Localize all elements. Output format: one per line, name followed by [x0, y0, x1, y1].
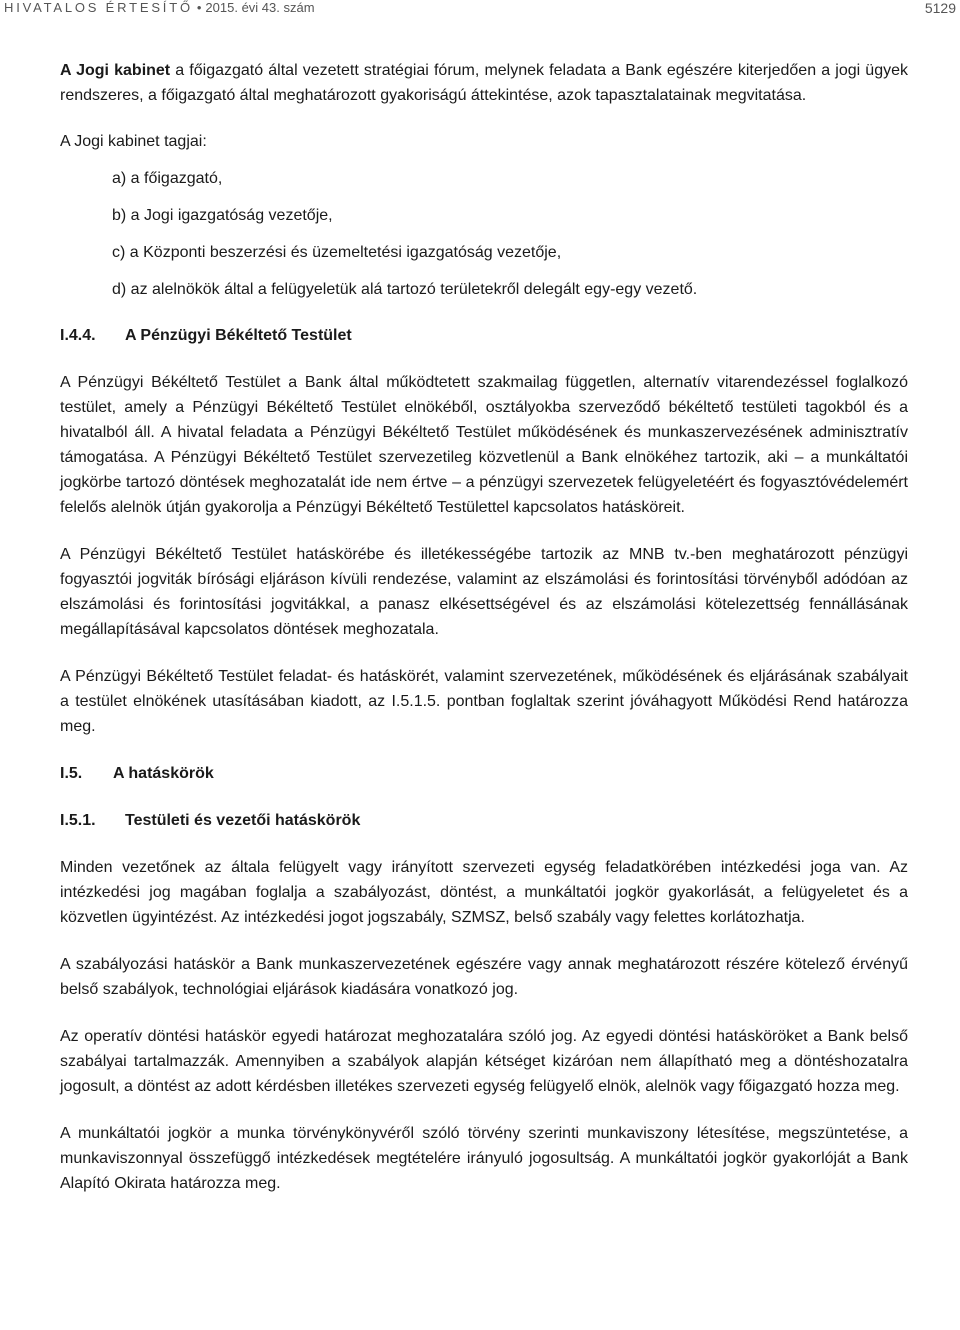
authority-paragraph-3: Az operatív döntési hatáskör egyedi határozat meghozatalára szóló jog. Az egyedi döntési hatásköröket a Bank belső szabályai tartalmazzák. Amennyiben a szabályok alapján kétséget kizáróan nem állapítható meg a döntéshozatalra jogosult, a döntést az adott kérdésben illetékes szervezeti egység felügyelő elnök, alelnök vagy főigazgató hozza meg. — [60, 1028, 908, 1095]
running-header — [4, 0, 315, 16]
member-item-a: a) a főigazgató, — [112, 170, 223, 187]
section-heading-I-4-4 — [60, 323, 908, 348]
section-title: A Pénzügyi Békéltető Testület — [125, 327, 352, 344]
header-separator: • — [196, 0, 202, 15]
authority-paragraph-4: A munkáltatói jogkör a munka törvénykönyvéről szóló törvény szerinti munkaviszony létesítése, megszüntetése, a munkaviszonnyal összefüggő intézkedések megtételére irányuló jogosultság. A munkáltatói jogkör gyakorlóját a Bank Alapító Okirata határozza meg. — [60, 1125, 908, 1192]
intro-paragraph — [60, 58, 908, 108]
section-number: I.5.1. — [60, 812, 96, 829]
document-body — [60, 58, 908, 1196]
section-title: A hatáskörök — [113, 765, 214, 782]
journal-title: HIVATALOS ÉRTESÍTŐ — [4, 0, 193, 15]
authority-paragraph-1: Minden vezetőnek az általa felügyelt vagy irányított szervezeti egység feladatkörében intézkedési joga van. Az intézkedési jog magában foglalja a szabályozást, döntést, a munkáltatói jogkör gyakorlását, a felügyeletet és a közvetlen ügyintézést. Az intézkedési jogot jogszabály, SZMSZ, belső szabály vagy felettes korlátozhatja. — [60, 859, 908, 926]
issue-label: 2015. évi 43. szám — [205, 0, 315, 15]
section-number: I.5. — [60, 765, 83, 782]
section-heading-I-5 — [60, 761, 908, 786]
intro-bold-lead: A Jogi kabinet — [60, 62, 171, 79]
intro-text: a főigazgató által vezetett stratégiai fórum, melynek feladata a Bank egészére kiterjedően a jogi ügyek rendszeres, a főigazgató által meghatározott gyakoriságú áttekintése, azok tapasztalatainak megvitatása. — [60, 62, 908, 104]
member-item-d: d) az alelnökök által a felügyeletük alá tartozó területekről delegált egy-egy vezető. — [112, 281, 698, 298]
page-header — [0, 0, 960, 18]
pbt-paragraph-2: A Pénzügyi Békéltető Testület hatáskörébe és illetékességébe tartozik az MNB tv.-ben meghatározott pénzügyi fogyasztói jogviták bírósági eljáráson kívüli rendezése, valamint az elszámolási és forintosítási törvényből adódóan az elszámolási és forintosítási jogvitákkal, a panasz elkésettségével és az elszámolási kötelezettség fennállásának megállapításával kapcsolatos döntések meghozatala. — [60, 546, 908, 638]
pbt-paragraph-1: A Pénzügyi Békéltető Testület a Bank által működtetett szakmailag független, alternatív vitarendezéssel foglalkozó testület, amely a Pénzügyi Békéltető Testület elnökéből, osztályokba szerveződő békéltető testületi tagokból és a hivatalból áll. A hivatal feladata a Pénzügyi Békéltető Testület működésének és munkaszervezésének adminisztratív támogatása. A Pénzügyi Békéltető Testület szervezetileg közvetlenül a Bank elnökéhez tartozik, aki – a munkáltatói jogkörbe tartozó döntések meghozatalát ide nem értve – a pénzügyi szervezetek felügyeletéért és fogyasztóvédelemért felelős alelnök útján gyakorolja a Pénzügyi Békéltető Testülettel kapcsolatos hatásköreit. — [60, 374, 908, 516]
members-title: A Jogi kabinet tagjai: — [60, 133, 207, 150]
authority-paragraph-2: A szabályozási hatáskör a Bank munkaszervezetének egészére vagy annak meghatározott részére kötelező érvényű belső szabályok, technológiai eljárások kiadására vonatkozó jog. — [60, 956, 908, 998]
page-number: 5129 — [924, 0, 956, 16]
section-heading-I-5-1 — [60, 808, 908, 833]
member-item-b: b) a Jogi igazgatóság vezetője, — [112, 207, 333, 224]
section-number: I.4.4. — [60, 327, 96, 344]
pbt-paragraph-3: A Pénzügyi Békéltető Testület feladat- és hatáskörét, valamint szervezetének, működésének és eljárásának szabályait a testület elnökének utasításában kiadott, az I.5.1.5. pontban foglaltak szerint jóváhagyott Működési Rend határozza meg. — [60, 668, 908, 735]
member-item-c: c) a Központi beszerzési és üzemeltetési igazgatóság vezetője, — [112, 244, 562, 261]
section-title: Testületi és vezetői hatáskörök — [125, 812, 361, 829]
